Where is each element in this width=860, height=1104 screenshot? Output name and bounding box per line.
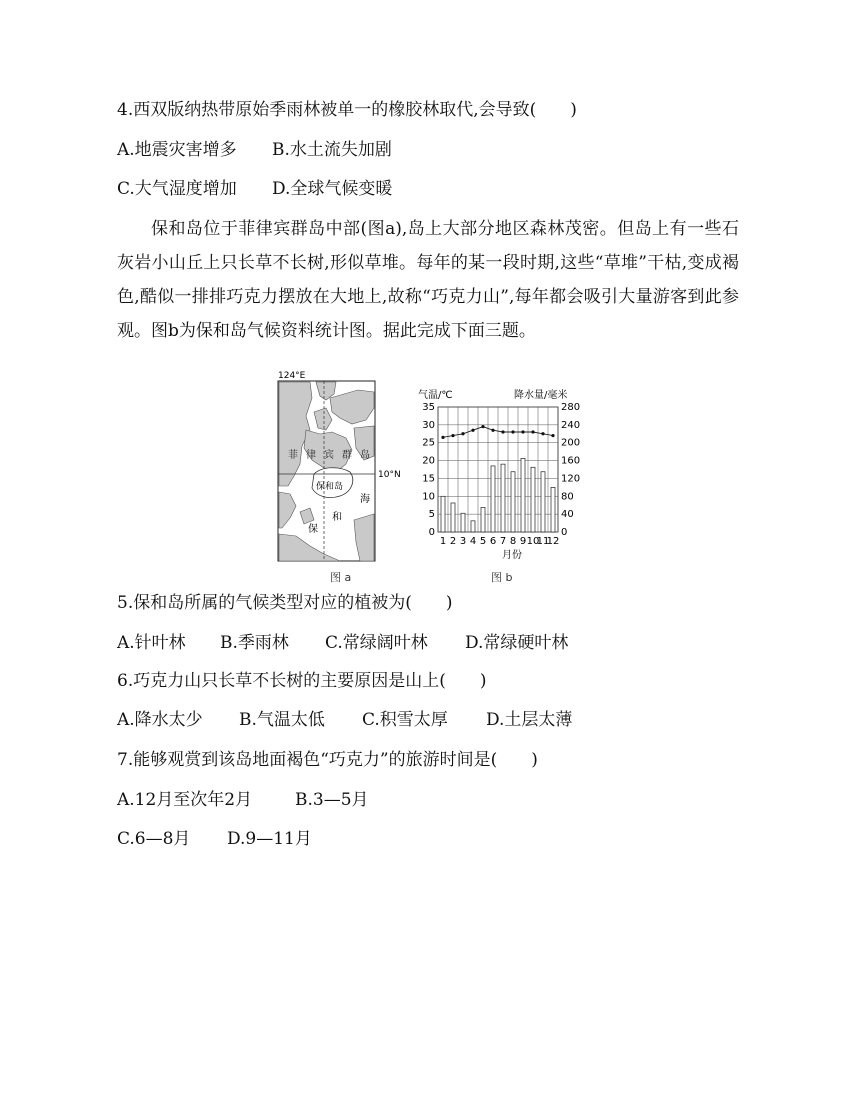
temperature-point — [481, 425, 484, 428]
q4-option-b: B.水土流失加剧 — [272, 140, 392, 160]
precipitation-bar — [481, 507, 485, 532]
temp-tick-label: 25 — [422, 437, 435, 449]
precipitation-bar — [511, 472, 515, 532]
q5-option-c: C.常绿阔叶林 — [325, 633, 428, 653]
q7-option-d: D.9—11月 — [227, 829, 312, 849]
left-axis-title: 气温/℃ — [418, 390, 453, 401]
month-tick-label: 2 — [449, 536, 457, 547]
q4-option-c: C.大气湿度增加 — [117, 179, 237, 199]
precipitation-bar — [441, 496, 445, 532]
month-tick-label: 11 — [536, 536, 550, 547]
archipelago-char: 群 — [342, 450, 352, 461]
temperature-point — [531, 430, 534, 433]
temp-tick-label: 35 — [422, 402, 435, 413]
sea-label-char: 和 — [332, 512, 342, 523]
archipelago-char: 岛 — [360, 450, 370, 461]
precipitation-bar — [491, 466, 495, 532]
temperature-point — [461, 432, 464, 435]
precipitation-bar — [531, 467, 535, 532]
temperature-point — [551, 434, 554, 437]
temp-tick-label: 30 — [422, 419, 435, 431]
q4-stem: 4.西双版纳热带原始季雨林被单一的橡胶林取代,会导致( ) — [117, 100, 577, 120]
month-tick-label: 8 — [509, 536, 517, 547]
q7-option-a: A.12月至次年2月 — [117, 790, 253, 810]
q5-stem: 5.保和岛所属的气候类型对应的植被为( ) — [117, 593, 453, 613]
q7-stem: 7.能够观赏到该岛地面褐色“巧克力”的旅游时间是( ) — [117, 750, 538, 770]
precipitation-bar — [451, 503, 455, 532]
month-tick-label: 3 — [459, 536, 467, 547]
temperature-point — [541, 432, 544, 435]
q5-option-a: A.针叶林 — [117, 633, 186, 653]
q7-options-2 — [117, 827, 312, 851]
precip-tick-label: 0 — [561, 527, 568, 538]
archipelago-char: 菲 — [288, 450, 298, 461]
sea-label-char: 保 — [308, 524, 318, 535]
passage — [117, 212, 739, 348]
map-latitude-label: 10°N — [378, 470, 401, 480]
temperature-point — [441, 436, 444, 439]
precip-tick-label: 80 — [561, 491, 574, 503]
map-longitude-label: 124°E — [278, 371, 306, 381]
archipelago-char: 律 — [306, 450, 316, 461]
sea-label-char: 海 — [360, 494, 370, 505]
precipitation-bar — [501, 464, 505, 532]
precip-tick-label: 200 — [561, 437, 581, 449]
q6-stem: 6.巧克力山只长草不长树的主要原因是山上( ) — [117, 671, 487, 691]
precipitation-bar — [551, 487, 555, 532]
climate-chart — [410, 382, 590, 564]
chart-grid — [438, 407, 558, 532]
temperature-point — [471, 429, 474, 432]
month-tick-label: 10 — [526, 536, 540, 547]
temp-tick-label: 5 — [428, 509, 435, 521]
right-axis-title: 降水量/毫米 — [514, 390, 568, 401]
precipitation-bar — [471, 521, 475, 532]
q4-option-a: A.地震灾害增多 — [117, 140, 237, 160]
precipitation-bar — [541, 472, 545, 532]
map-caption: 图 a — [330, 571, 352, 584]
month-tick-label: 12 — [546, 536, 560, 547]
q5-option-b: B.季雨林 — [220, 633, 289, 653]
month-tick-label: 5 — [479, 536, 487, 547]
precip-tick-label: 160 — [561, 455, 581, 467]
island-label: 保和岛 — [316, 482, 344, 492]
month-tick-label: 7 — [499, 536, 507, 547]
temperature-point — [511, 430, 514, 433]
temp-tick-label: 20 — [422, 455, 435, 467]
temperature-point — [501, 430, 504, 433]
q7-option-c: C.6—8月 — [117, 829, 191, 849]
q7-option-b: B.3—5月 — [295, 790, 369, 810]
temp-tick-label: 10 — [422, 491, 435, 503]
map-figure — [270, 368, 401, 568]
q4-options-2 — [117, 177, 392, 201]
q4-option-d: D.全球气候变暖 — [272, 179, 393, 199]
archipelago-char: 宾 — [324, 450, 334, 461]
q6-option-b: B.气温太低 — [239, 710, 325, 730]
q5-options — [117, 631, 568, 655]
chart-caption: 图 b — [491, 571, 513, 584]
passage-text: 保和岛位于菲律宾群岛中部(图a),岛上大部分地区森林茂密。但岛上有一些石灰岩小山丘上只长草不长树,形似草堆。每年的某一段时期,这些“草堆”干枯,变成褐色,酷似一排排巧克力摆放在大地上,故称“巧克力山”,每年都会吸引大量游客到此参观。图b为保和岛气候资料统计图。据此完成下面三题。 — [117, 219, 739, 341]
precip-tick-label: 240 — [561, 419, 581, 431]
q6-option-a: A.降水太少 — [117, 710, 203, 730]
temperature-point — [451, 434, 454, 437]
precipitation-bar — [461, 513, 465, 532]
q6-option-c: C.积雪太厚 — [362, 710, 448, 730]
month-tick-label: 1 — [439, 536, 447, 547]
month-tick-label: 9 — [519, 536, 527, 547]
temp-tick-label: 15 — [422, 473, 435, 485]
precipitation-bar — [521, 458, 525, 532]
precip-tick-label: 40 — [561, 509, 574, 521]
precip-tick-label: 120 — [561, 473, 581, 485]
q7-options — [117, 788, 369, 812]
temp-tick-label: 0 — [428, 527, 435, 538]
temperature-point — [521, 430, 524, 433]
x-axis-title: 月份 — [502, 550, 522, 561]
q6-option-d: D.土层太薄 — [486, 710, 573, 730]
q4-options — [117, 138, 392, 162]
precip-tick-label: 280 — [561, 402, 581, 413]
month-tick-label: 4 — [469, 536, 477, 547]
q5-option-d: D.常绿硬叶林 — [465, 633, 569, 653]
q6-options — [117, 708, 572, 732]
temperature-point — [491, 429, 494, 432]
month-tick-label: 6 — [489, 536, 497, 547]
